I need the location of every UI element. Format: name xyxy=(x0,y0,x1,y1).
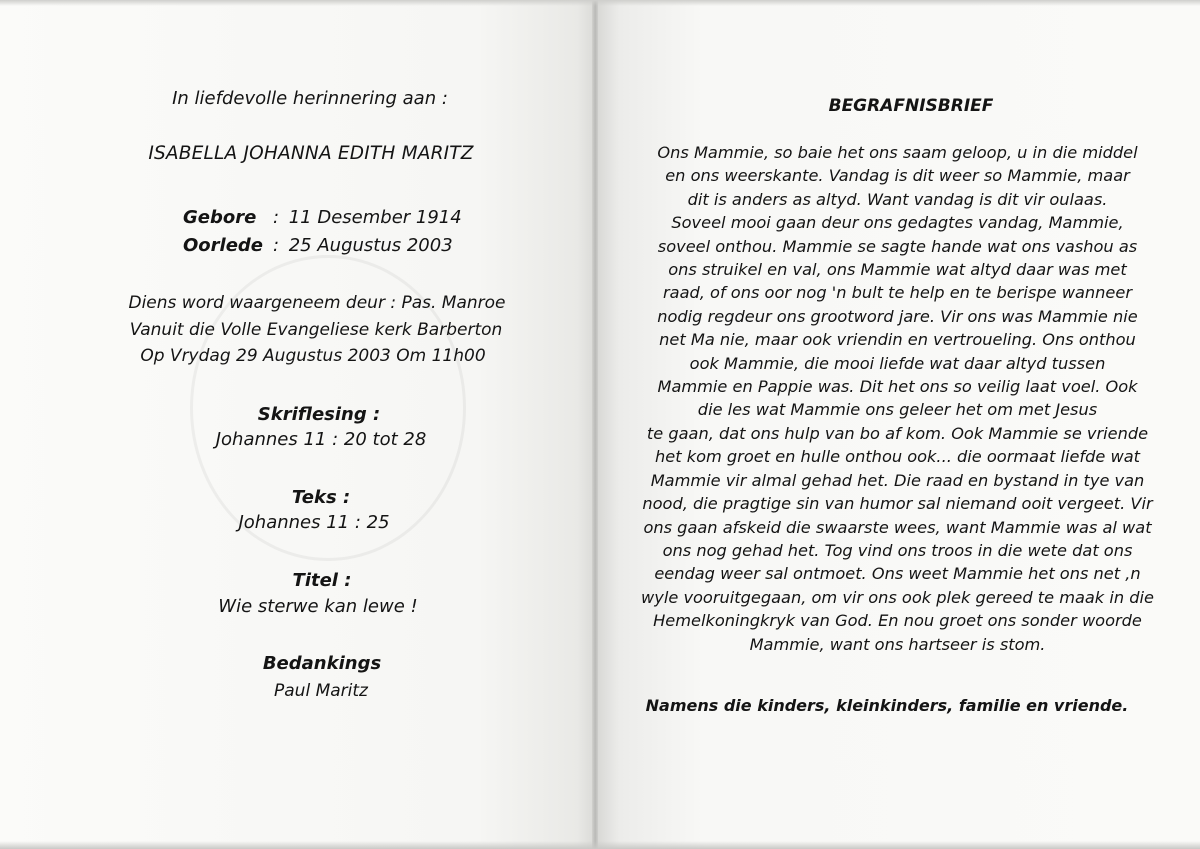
title-label: Titel : xyxy=(292,570,352,591)
letter-line: ons gaan afskeid die swaarste wees, want Mammie was al wat xyxy=(643,517,1152,537)
letter-line: dit is anders as altyd. Want vandag is dit vir oulaas. xyxy=(687,189,1108,209)
letter-line: nood, die pragtige sin van humor sal niemand ooit vergeet. Vir xyxy=(642,494,1153,514)
letter-line: te gaan, dat ons hulp van bo af kom. Ook Mammie se vriende xyxy=(646,423,1149,443)
right-page xyxy=(595,0,1200,849)
letter-line: soveel onthou. Mammie se sagte hande wat ons vashou as xyxy=(657,236,1138,256)
letter-heading: BEGRAFNISBRIEF xyxy=(828,96,994,116)
service-line-1: Diens word waargeneem deur : Pas. Manroe xyxy=(128,293,506,313)
letter-line: Mammie vir almal gehad het. Die raad en bystand in tye van xyxy=(650,470,1145,490)
deceased-name: ISABELLA JOHANNA EDITH MARITZ xyxy=(148,143,474,164)
died-label: Oorlede xyxy=(183,235,264,256)
letter-line: Mammie en Pappie was. Dit het ons so veilig laat voel. Ook xyxy=(657,377,1138,397)
letter-line: net Ma nie, maar ook vriendin en vertroueling. Ons onthou xyxy=(659,330,1136,350)
born-row: Gebore : 11 Desember 1914 xyxy=(183,207,462,228)
letter-line: wyle vooruitgegaan, om vir ons ook plek gereed te maak in die xyxy=(641,587,1154,607)
born-label: Gebore xyxy=(183,207,257,228)
sermon-text-label: Teks : xyxy=(291,487,351,508)
letter-line: Ons Mammie, so baie het ons saam geloop, u in die middel xyxy=(657,143,1138,162)
letter-line: Soveel mooi gaan deur ons gedagtes vandag, Mammie, xyxy=(671,213,1124,233)
born-date: 11 Desember 1914 xyxy=(288,207,462,228)
bottom-edge-shadow xyxy=(0,841,1200,849)
thanks-label: Bedankings xyxy=(262,653,382,674)
sermon-text-reference: Johannes 11 : 25 xyxy=(238,512,390,533)
service-line-2: Vanuit die Volle Evangeliese kerk Barberton xyxy=(129,320,503,340)
died-row: Oorlede : 25 Augustus 2003 xyxy=(183,235,453,256)
letter-signoff: Namens die kinders, kleinkinders, familie en vriende. xyxy=(645,696,1129,715)
service-line-3: Op Vrydag 29 Augustus 2003 Om 11h00 xyxy=(140,346,486,366)
letter-line: ons struikel en val, ons Mammie wat altyd daar was met xyxy=(668,260,1127,280)
letter-line: Hemelkoningkryk van God. En nou groet ons sonder woorde xyxy=(653,611,1142,631)
letter-line: ons nog gehad het. Tog vind ons troos in die wete dat ons xyxy=(662,540,1133,560)
letter-line: ook Mammie, die mooi liefde wat daar altyd tussen xyxy=(689,353,1106,373)
scripture-reference: Johannes 11 : 20 tot 28 xyxy=(215,429,427,450)
left-page xyxy=(0,0,595,849)
letter-line: en ons weerskante. Vandag is dit weer so Mammie, maar xyxy=(665,166,1130,186)
died-date: 25 Augustus 2003 xyxy=(288,235,453,256)
title-value: Wie sterwe kan lewe ! xyxy=(218,596,418,617)
letter-line: eendag weer sal ontmoet. Ons weet Mammie het ons net ,n xyxy=(654,564,1141,584)
intro-line: In liefdevolle herinnering aan : xyxy=(172,88,448,109)
thanks-name: Paul Maritz xyxy=(274,681,368,701)
scripture-label: Skriflesing : xyxy=(257,404,381,425)
letter-line: raad, of ons oor nog 'n bult te help en te berispe wanneer xyxy=(663,283,1132,303)
top-edge-shadow xyxy=(0,0,1200,6)
letter-body xyxy=(595,141,1200,656)
center-fold xyxy=(592,0,598,849)
letter-line: die les wat Mammie ons geleer het om met Jesus xyxy=(697,400,1098,420)
letter-line: het kom groet en hulle onthou ook... die oormaat liefde wat xyxy=(655,447,1140,467)
letter-line: Mammie, want ons hartseer is stom. xyxy=(749,634,1046,654)
letter-line: nodig regdeur ons grootword jare. Vir ons was Mammie nie xyxy=(657,306,1138,326)
